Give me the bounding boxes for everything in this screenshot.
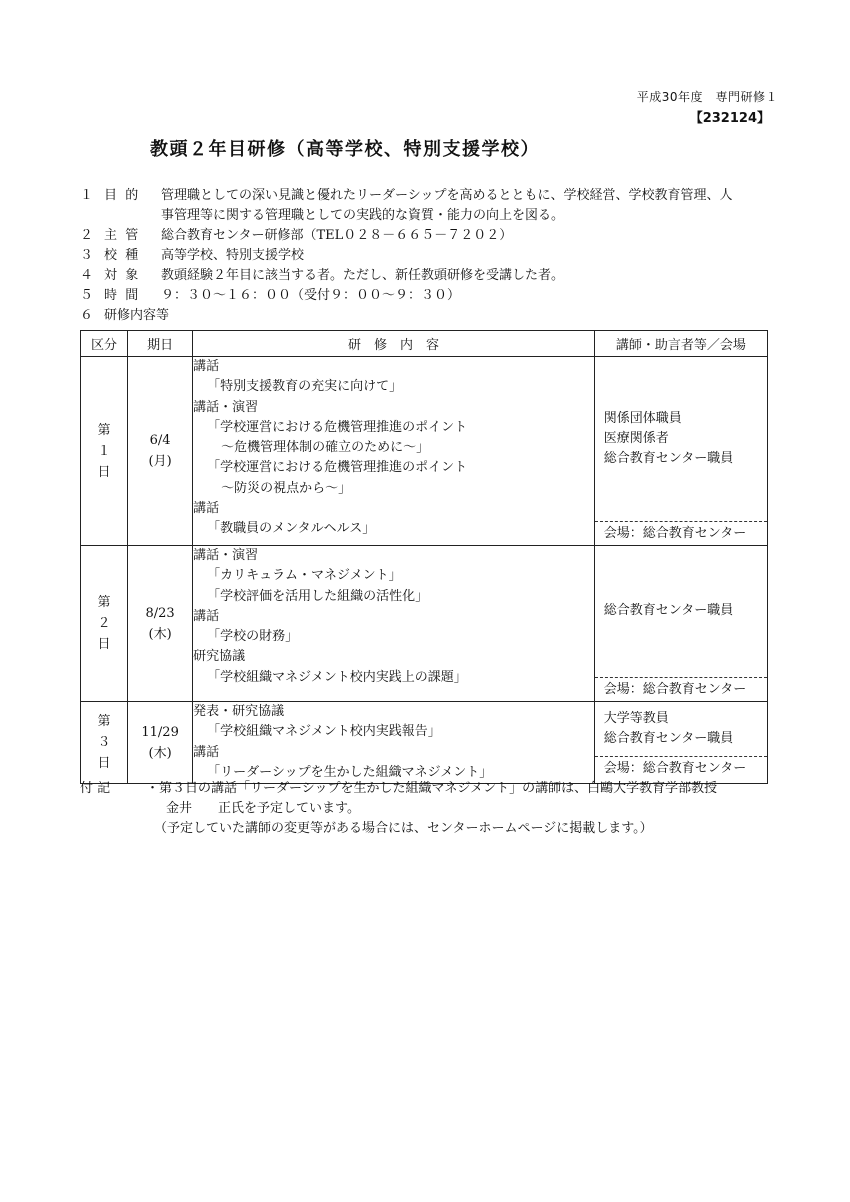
overview-text-line: 総合教育センター研修部（TEL０２８－６６５－７２０２）: [161, 228, 513, 243]
lecturer-item: 総合教育センター職員: [603, 731, 734, 746]
content-cell: [193, 546, 595, 702]
content-line: 発表・研究協議: [193, 704, 285, 719]
lecturer-list: [595, 702, 767, 756]
overview-item-label: 校 種: [104, 248, 139, 263]
overview-section: [80, 186, 772, 326]
content-line: 「学校組織マネジメント校内実践上の課題」: [207, 669, 467, 685]
content-line: 「特別支援教育の充実に向けて」: [207, 379, 403, 395]
content-line: ～防災の視点から～」: [221, 480, 352, 496]
content-line: 研究協議: [193, 649, 246, 665]
overview-text-line: 管理職としての深い見識と優れたリーダーシップを高めるとともに、学校経営、学校教育管理、人: [161, 188, 733, 203]
date-text: (月): [148, 454, 172, 469]
overview-item-number: １: [80, 188, 94, 203]
overview-item-text: [161, 186, 772, 226]
course-code: 【232124】: [689, 111, 770, 126]
date-text: (木): [148, 626, 172, 642]
header-division: 区分: [81, 331, 128, 357]
venue-label: 会場：総合教育センター: [595, 521, 767, 545]
note-line: 金井 正氏を予定しています。: [166, 801, 360, 816]
overview-item-number: ５: [80, 288, 94, 303]
lecturer-cell: [594, 702, 767, 784]
note-label: 付 記: [80, 781, 111, 796]
overview-item-label: 主 管: [104, 228, 139, 243]
date-text: (木): [148, 745, 172, 761]
day-division-text: 日: [97, 637, 111, 652]
day-division-text: １: [97, 443, 111, 459]
venue-label: 会場：総合教育センター: [595, 677, 767, 701]
content-line: 「リーダーシップを生かした組織マネジメント」: [207, 764, 493, 780]
table-row: [81, 357, 768, 546]
overview-item-number: ２: [80, 228, 94, 243]
note-line: ・第３日の講話「リーダーシップを生かした組織マネジメント」の講師は、白鷗大学教育学部教授: [146, 781, 718, 796]
table-row: [81, 546, 768, 702]
day-division-cell: [81, 546, 128, 702]
day-division-text: ３: [97, 735, 111, 751]
content-line: 「学校組織マネジメント校内実践報告」: [207, 724, 441, 740]
date-cell: [128, 357, 193, 546]
supplementary-note: [80, 779, 780, 839]
content-line: 講話: [193, 744, 220, 760]
overview-item: [80, 246, 772, 266]
content-line: 講話・演習: [193, 399, 259, 415]
overview-text-line: 高等学校、特別支援学校: [161, 248, 305, 263]
overview-item: [80, 286, 772, 306]
day-division-text: 第: [97, 714, 111, 730]
content-cell: [193, 702, 595, 784]
content-cell: [193, 357, 595, 546]
header-content: 研 修 内 容: [193, 331, 595, 357]
content-line: 講話・演習: [193, 548, 259, 563]
overview-item-number: ４: [80, 268, 94, 283]
day-division-cell: [81, 357, 128, 546]
date-text: 6/4: [149, 433, 171, 448]
content-line: 「学校運営における危機管理推進のポイント: [207, 460, 468, 476]
overview-item-text: [161, 246, 772, 266]
overview-item: [80, 306, 772, 326]
overview-item-text: [161, 266, 772, 286]
overview-text-line: ９：３０～１６：００（受付９：００～９：３０）: [161, 288, 461, 303]
overview-item-number: ３: [80, 248, 94, 263]
fiscal-year-label: 平成30年度 専門研修１: [636, 90, 778, 104]
date-text: 11/29: [141, 724, 179, 740]
content-line: 「学校運営における危機管理推進のポイント: [207, 419, 468, 435]
program-table: [80, 330, 768, 784]
overview-item-label: 時 間: [104, 288, 139, 303]
content-line: 「学校の財務」: [207, 629, 299, 645]
overview-text-line: 事管理等に関する管理職としての実践的な資質・能力の向上を図る。: [161, 208, 565, 223]
page-title: 教頭２年目研修（高等学校、特別支援学校）: [150, 139, 540, 160]
overview-item-text: [161, 286, 772, 306]
lecturer-item: 医療関係者: [603, 430, 669, 446]
overview-item-text: [161, 306, 772, 326]
day-division-text: 日: [97, 756, 111, 772]
lecturer-list: [595, 546, 767, 677]
day-division-cell: [81, 702, 128, 784]
content-line: 「カリキュラム・マネジメント」: [207, 568, 402, 584]
content-line: 講話: [193, 359, 220, 374]
date-cell: [128, 546, 193, 702]
venue-label: 会場：総合教育センター: [595, 756, 767, 780]
lecturer-item: 関係団体職員: [603, 410, 682, 426]
lecturer-cell: [594, 357, 767, 546]
overview-item: [80, 226, 772, 246]
day-division-text: ２: [97, 616, 111, 631]
day-division-text: 日: [97, 464, 111, 480]
lecturer-item: 総合教育センター職員: [603, 603, 734, 619]
lecturer-item: 大学等教員: [603, 710, 669, 726]
content-line: 「教職員のメンタルヘルス」: [207, 521, 376, 537]
day-division-text: 第: [97, 595, 111, 610]
overview-item-label: 対 象: [104, 268, 139, 283]
lecturer-cell: [594, 546, 767, 702]
note-line: （予定していた講師の変更等がある場合には、センターホームページに掲載します。）: [154, 821, 653, 836]
table-row: [81, 702, 768, 784]
content-line: ～危機管理体制の確立のために～」: [221, 440, 430, 456]
table-header-row: [81, 331, 768, 357]
overview-item-label: 研修内容等: [104, 308, 170, 323]
overview-item: [80, 266, 772, 286]
date-text: 8/23: [145, 605, 175, 621]
header-lecturer: 講師・助言者等／会場: [594, 331, 767, 357]
overview-item-label: 目 的: [104, 188, 139, 203]
content-line: 「学校評価を活用した組織の活性化」: [207, 588, 429, 604]
day-division-text: 第: [97, 422, 111, 438]
lecturer-list: [595, 357, 767, 521]
overview-item: [80, 186, 772, 226]
lecturer-item: 総合教育センター職員: [603, 451, 734, 467]
content-line: 講話: [193, 608, 220, 624]
date-cell: [128, 702, 193, 784]
content-line: 講話: [193, 501, 220, 517]
overview-item-text: [161, 226, 772, 246]
overview-text-line: 教頭経験２年目に該当する者。ただし、新任教頭研修を受講した者。: [161, 268, 565, 283]
header-date: 期日: [128, 331, 193, 357]
overview-item-number: ６: [80, 308, 94, 323]
